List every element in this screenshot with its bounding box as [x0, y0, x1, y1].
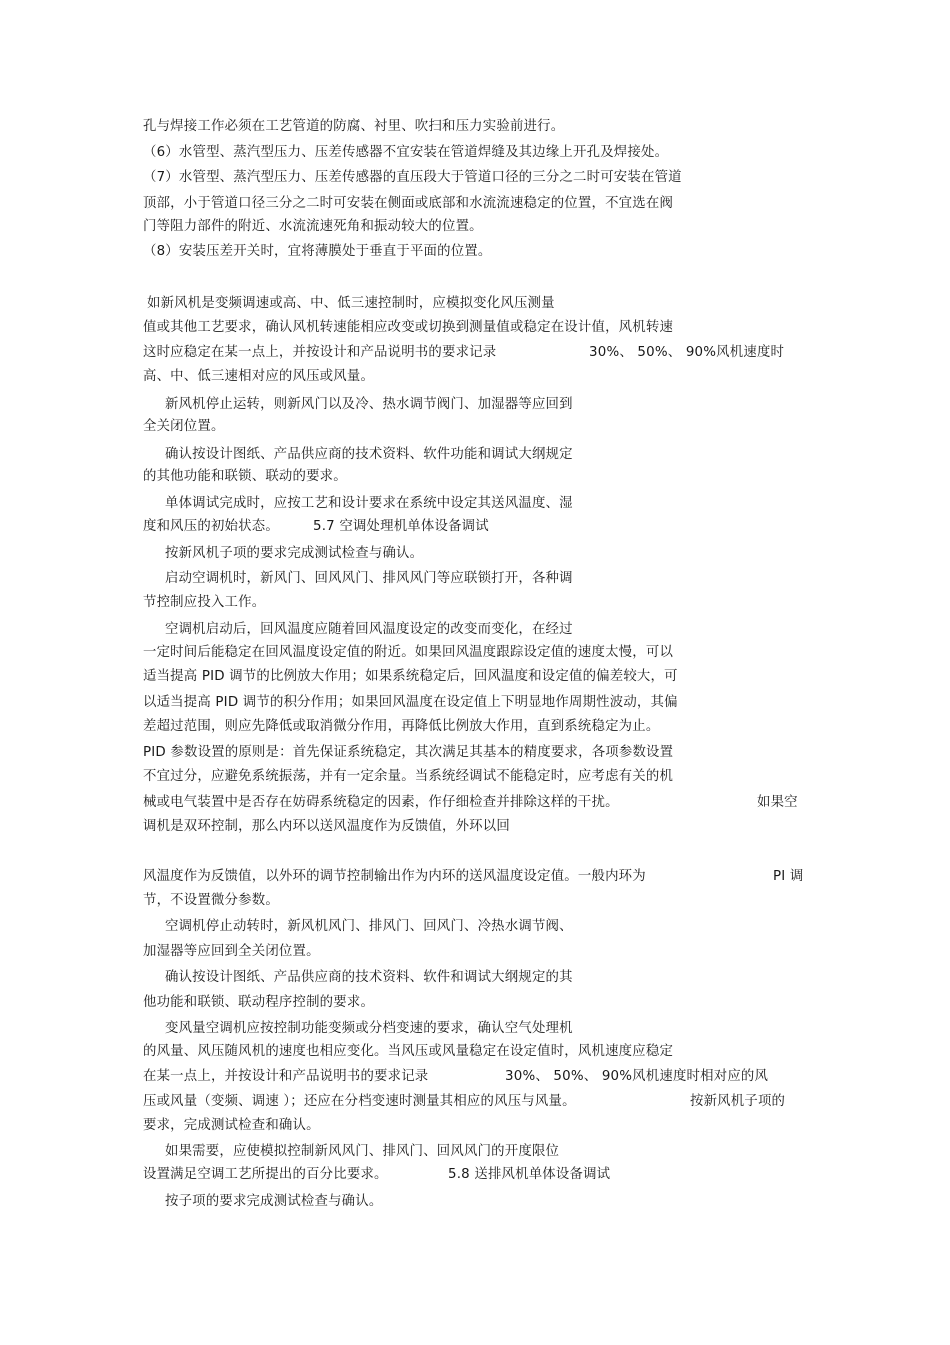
text-line: 的其他功能和联锁、联动的要求。	[143, 469, 347, 484]
text-line: 如新风机是变频调速或高、中、低三速控制时，应模拟变化风压测量	[147, 296, 555, 311]
text-line: 适当提高 PID 调节的比例放大作用；如果系统稳定后，回风温度和设定值的偏差较大，可	[143, 669, 678, 684]
text-line: 加湿器等应回到全关闭位置。	[143, 944, 320, 959]
text-line: 按新风机子项的	[690, 1094, 786, 1109]
text-line: PID 参数设置的原则是：首先保证系统稳定，其次满足其基本的精度要求，各项参数设置	[143, 745, 674, 760]
text-line: 空调机停止动转时，新风机风门、排风门、回风门、冷热水调节阀、	[165, 919, 573, 934]
text-line: 这时应稳定在某一点上，并按设计和产品说明书的要求记录	[143, 345, 497, 360]
text-line: 确认按设计图纸、产品供应商的技术资料、软件功能和调试大纲规定	[165, 447, 573, 462]
text-line: 在某一点上，并按设计和产品说明书的要求记录	[143, 1069, 429, 1084]
text-line: （7）水管型、蒸汽型压力、压差传感器的直压段大于管道口径的三分之二时可安装在管道	[143, 170, 682, 185]
text-line: 节控制应投入工作。	[143, 595, 266, 610]
text-line: 风温度作为反馈值，以外环的调节控制输出作为内环的送风温度设定值。一般内环为	[143, 869, 646, 884]
text-line: （8）安装压差开关时，宜将薄膜处于垂直于平面的位置。	[143, 244, 492, 259]
text-line: 门等阻力部件的附近、水流流速死角和振动较大的位置。	[143, 219, 483, 234]
text-line: 以适当提高 PID 调节的积分作用；如果回风温度在设定值上下明显地作周期性波动，其偏	[143, 695, 678, 710]
text-line: 变风量空调机应按控制功能变频或分档变速的要求，确认空气处理机	[165, 1021, 573, 1036]
text-line: 高、中、低三速相对应的风压或风量。	[143, 369, 375, 384]
text-line: 节，不设置微分参数。	[143, 893, 279, 908]
text-line: 按新风机子项的要求完成测试检查与确认。	[165, 546, 424, 561]
text-line: 要求，完成测试检查和确认。	[143, 1118, 320, 1133]
text-line: 30%、 50%、 90%风机速度时相对应的风	[505, 1069, 769, 1084]
text-line: 械或电气装置中是否存在妨碍系统稳定的因素，作仔细检查并排除这样的干扰。	[143, 795, 619, 810]
text-line: 空调机启动后，回风温度应随着回风温度设定的改变而变化，在经过	[165, 622, 573, 637]
text-line: 调机是双环控制，那么内环以送风温度作为反馈值，外环以回	[143, 819, 510, 834]
text-line: 差超过范围，则应先降低或取消微分作用，再降低比例放大作用，直到系统稳定为止。	[143, 719, 660, 734]
text-line: 度和风压的初始状态。	[143, 519, 279, 534]
text-line: 确认按设计图纸、产品供应商的技术资料、软件和调试大纲规定的其	[165, 970, 573, 985]
text-line: 压或风量（变频、调速 ）；还应在分档变速时测量其相应的风压与风量。	[143, 1094, 576, 1109]
text-line: 孔与焊接工作必须在工艺管道的防腐、衬里、吹扫和压力实验前进行。	[143, 119, 565, 134]
text-line: 顶部，小于管道口径三分之二时可安装在侧面或底部和水流流速稳定的位置，不宜选在阀	[143, 196, 674, 211]
text-line: 不宜过分，应避免系统振荡，并有一定余量。当系统经调试不能稳定时，应考虑有关的机	[143, 769, 674, 784]
text-line: 按子项的要求完成测试检查与确认。	[165, 1194, 383, 1209]
section-heading: 5.8 送排风机单体设备调试	[448, 1167, 611, 1182]
text-line: 的风量、风压随风机的速度也相应变化。当风压或风量稳定在设定值时，风机速度应稳定	[143, 1044, 674, 1059]
text-line: 30%、 50%、 90%风机速度时	[589, 345, 785, 360]
text-line: 值或其他工艺要求，确认风机转速能相应改变或切换到测量值或稳定在设计值，风机转速	[143, 320, 674, 335]
text-line: PI 调	[773, 869, 804, 884]
text-line: 如果需要，应使模拟控制新风风门、排风门、回风风门的开度限位	[165, 1144, 560, 1159]
text-line: 一定时间后能稳定在回风温度设定值的附近。如果回风温度跟踪设定值的速度太慢，可以	[143, 645, 674, 660]
text-line: 启动空调机时，新风门、回风风门、排风风门等应联锁打开，各种调	[165, 571, 573, 586]
text-line: 他功能和联锁、联动程序控制的要求。	[143, 995, 375, 1010]
text-line: （6）水管型、蒸汽型压力、压差传感器不宜安装在管道焊缝及其边缘上开孔及焊接处。	[143, 145, 669, 160]
text-line: 新风机停止运转，则新风门以及冷、热水调节阀门、加湿器等应回到	[165, 397, 573, 412]
text-line: 设置满足空调工艺所提出的百分比要求。	[143, 1167, 388, 1182]
section-heading: 5.7 空调处理机单体设备调试	[313, 519, 489, 534]
text-line: 单体调试完成时，应按工艺和设计要求在系统中设定其送风温度、湿	[165, 496, 573, 511]
text-line: 如果空	[757, 795, 798, 810]
text-line: 全关闭位置。	[143, 419, 225, 434]
